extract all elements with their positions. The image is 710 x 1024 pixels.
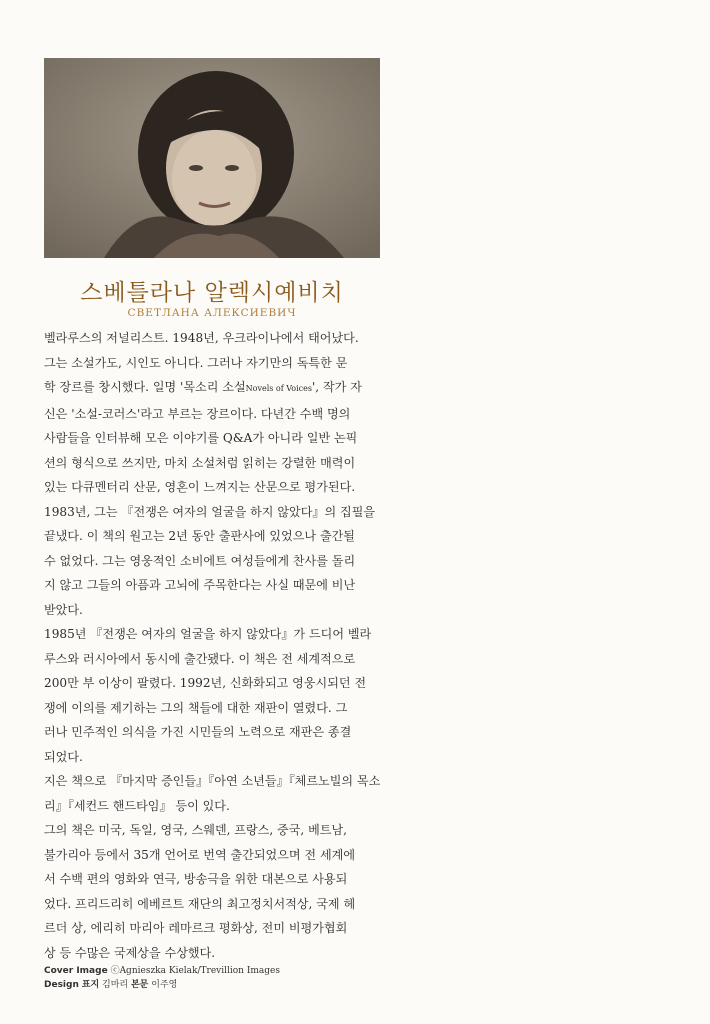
- bio-line: 있는 다큐멘터리 산문, 영혼이 느껴지는 산문으로 평가된다.: [44, 480, 356, 494]
- cover-image-credit: [44, 964, 444, 978]
- author-photo: [44, 58, 380, 258]
- bio-line: 1983년, 그는 『전쟁은 여자의 얼굴을 하지 않았다』의 집필을: [44, 504, 376, 519]
- bio-line: 그는 소설가도, 시인도 아니다. 그러나 자기만의 독특한 문: [44, 355, 348, 370]
- bio-line: 신은 '소설-코러스'라고 부르는 장르이다. 다년간 수백 명의: [44, 406, 351, 421]
- design-label: Design: [44, 980, 79, 990]
- body-designer: 이주영: [151, 980, 178, 990]
- author-biography: [44, 326, 384, 965]
- body-design-label: 본문: [130, 980, 149, 990]
- bio-line: 끝냈다. 이 책의 원고는 2년 동안 출판사에 있었으나 출간될: [44, 529, 355, 543]
- bio-line: 르더 상, 에리히 마리아 레마르크 평화상, 전미 비평가협회: [44, 921, 348, 935]
- bio-line: 사람들을 인터뷰해 모은 이야기를 Q&A가 아니라 일반 논픽: [44, 431, 358, 445]
- cover-design-label: 표지: [81, 980, 100, 990]
- novels-of-voices: Novels of Voices: [245, 384, 312, 393]
- bio-line: 200만 부 이상이 팔렸다. 1992년, 신화화되고 영웅시되던 전: [44, 676, 367, 690]
- bio-line: 1985년 『전쟁은 여자의 얼굴을 하지 않았다』가 드디어 벨라: [44, 627, 372, 641]
- bio-line: 수 없었다. 그는 영웅적인 소비에트 여성들에게 찬사를 돌리: [44, 553, 356, 568]
- bio-line: 되었다.: [44, 749, 83, 764]
- bio-line: 러나 민주적인 의식을 가진 시민들의 노력으로 재판은 종결: [44, 725, 352, 739]
- bio-line: 벨라루스의 저널리스트. 1948년, 우크라이나에서 태어났다.: [44, 331, 359, 345]
- bio-line: 지은 책으로 『마지막 증인들』『아연 소년들』『체르노빌의 목소: [44, 774, 381, 788]
- bio-line: 서 수백 편의 영화와 연극, 방송극을 위한 대본으로 사용되: [44, 872, 348, 886]
- cover-image-value: ⓒAgnieszka Kielak/Trevillion Images: [110, 966, 280, 976]
- cover-image-label: Cover Image: [44, 966, 108, 976]
- cover-designer: 김마리: [102, 980, 129, 990]
- bio-line: 학 장르를 창시했다. 일명 '목소리 소설Novels of Voices', 작가 자: [44, 380, 362, 394]
- bio-line: 리』『세컨드 핸드타임』 등이 있다.: [44, 798, 230, 813]
- bio-line: 상 등 수많은 국제상을 수상했다.: [44, 945, 216, 960]
- design-credit: [44, 978, 444, 992]
- bio-line: 었다. 프리드리히 에베르트 재단의 최고정치서적상, 국제 헤: [44, 896, 356, 911]
- bio-line: 루스와 러시아에서 동시에 출간됐다. 이 책은 전 세계적으로: [44, 651, 356, 666]
- bio-line: 션의 형식으로 쓰지만, 마치 소설처럼 읽히는 강렬한 매력이: [44, 455, 356, 470]
- bio-line: 그의 책은 미국, 독일, 영국, 스웨덴, 프랑스, 중국, 베트남,: [44, 823, 347, 837]
- author-name-russian: СВЕТЛАНА АЛЕКСИЕВИЧ: [127, 307, 297, 319]
- bio-line: 불가리아 등에서 35개 언어로 번역 출간되었으며 전 세계에: [44, 847, 355, 862]
- bio-line: 쟁에 이의를 제기하는 그의 책들에 대한 재판이 열렸다. 그: [44, 700, 348, 715]
- bio-line: 지 않고 그들의 아픔과 고뇌에 주목한다는 사실 때문에 비난: [44, 578, 356, 592]
- bio-line: 받았다.: [44, 602, 83, 617]
- author-name-korean: 스베틀라나 알렉시예비치: [80, 280, 344, 306]
- image-credits: [44, 964, 444, 992]
